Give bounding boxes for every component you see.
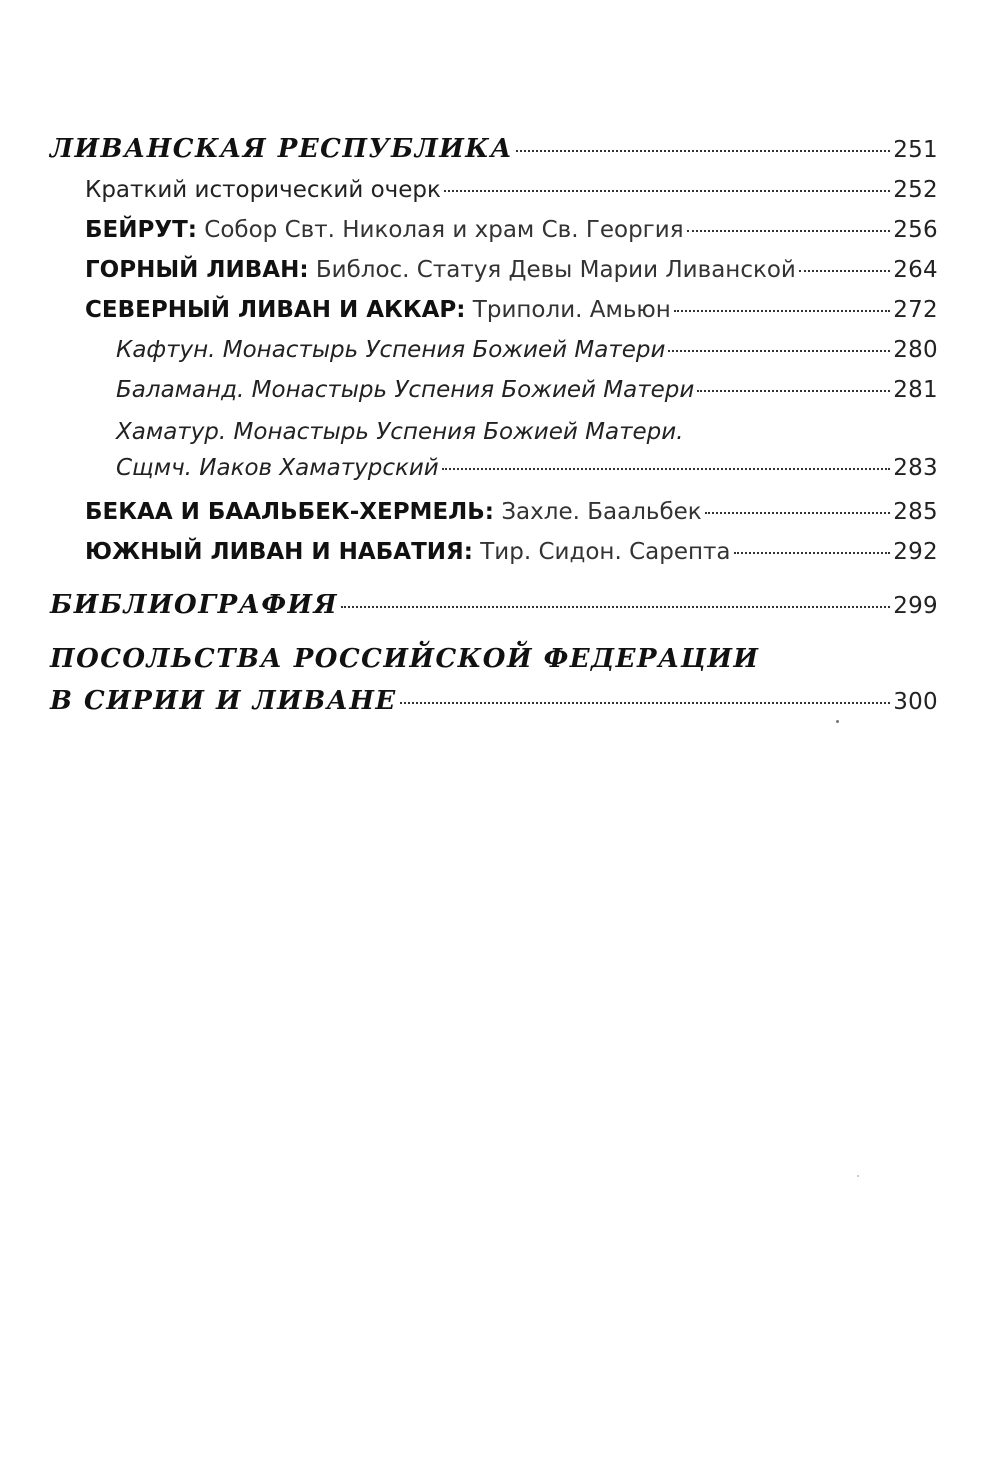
toc-entry-beirut[interactable] <box>50 210 938 250</box>
dot-leader <box>341 606 890 608</box>
toc-entry-title: Кафтун. Монастырь Успения Божией Матери <box>116 337 666 363</box>
toc-page-number: 252 <box>893 177 938 203</box>
toc-entry-mount-lebanon[interactable] <box>50 250 938 290</box>
toc-page-number: 300 <box>893 689 938 715</box>
toc-region-name: СЕВЕРНЫЙ ЛИВАН И АККАР: <box>85 297 466 323</box>
toc-entry-title <box>85 210 684 250</box>
toc-entry-bekaa[interactable] <box>50 492 938 532</box>
toc-entry-title: Баламанд. Монастырь Успения Божией Матери <box>116 377 695 403</box>
toc-page-number: 292 <box>893 539 938 565</box>
toc-section-title: В СИРИИ И ЛИВАНЕ <box>50 686 397 716</box>
toc-entry-balamand[interactable] <box>50 370 938 410</box>
toc-section-title: ЛИВАНСКАЯ РЕСПУБЛИКА <box>50 134 514 164</box>
toc-entry-title <box>85 532 731 572</box>
toc-region-name: ГОРНЫЙ ЛИВАН: <box>85 257 309 283</box>
dot-leader <box>734 552 891 554</box>
toc-entry-title <box>85 492 702 532</box>
toc-section-bibliography[interactable] <box>50 584 938 626</box>
toc-entry-title: Краткий исторический очерк <box>85 177 441 203</box>
toc-entry-subtitle: Собор Свт. Николая и храм Св. Георгия <box>204 217 684 243</box>
toc-section-embassies-line1[interactable]: ПОСОЛЬСТВА РОССИЙСКОЙ ФЕДЕРАЦИИ <box>50 644 760 674</box>
toc-page-number: 251 <box>893 137 938 163</box>
toc-entry-subtitle: Тир. Сидон. Сарепта <box>480 539 731 565</box>
toc-page-number: 264 <box>893 257 938 283</box>
toc-page-number: 299 <box>893 593 938 619</box>
dot-leader <box>444 190 890 192</box>
scan-speck <box>836 720 839 723</box>
toc-region-name: БЕЙРУТ: <box>85 217 197 243</box>
toc-entry-title: Сщмч. Иаков Хаматурский <box>116 455 439 481</box>
scan-speck <box>857 1175 859 1177</box>
dot-leader <box>799 270 890 272</box>
toc-page-number: 280 <box>893 337 938 363</box>
toc-page-number: 283 <box>893 455 938 481</box>
toc-entry-kaftun[interactable] <box>50 330 938 370</box>
toc-page-number: 285 <box>893 499 938 525</box>
toc-entry-title <box>85 290 671 330</box>
dot-leader <box>697 390 890 392</box>
toc-section-title: БИБЛИОГРАФИЯ <box>50 590 339 620</box>
dot-leader <box>442 468 890 470</box>
toc-entry-hamatur[interactable] <box>50 450 938 486</box>
toc-entry-subtitle: Захле. Баальбек <box>501 499 702 525</box>
dot-leader <box>687 230 891 232</box>
dot-leader <box>516 150 890 152</box>
toc-region-name: БЕКАА И БААЛЬБЕК-ХЕРМЕЛЬ: <box>85 499 494 525</box>
toc-entry-south-lebanon[interactable] <box>50 532 938 572</box>
dot-leader <box>674 310 890 312</box>
toc-page-number: 281 <box>893 377 938 403</box>
toc-page-number: 256 <box>893 217 938 243</box>
toc-entry-hamatur-line1[interactable]: Хаматур. Монастырь Успения Божией Матери. <box>116 419 684 445</box>
toc-entry-subtitle: Триполи. Амьюн <box>472 297 671 323</box>
table-of-contents <box>50 128 938 722</box>
dot-leader <box>400 702 890 704</box>
toc-section-embassies[interactable] <box>50 680 938 722</box>
toc-entry-north-lebanon[interactable] <box>50 290 938 330</box>
dot-leader <box>668 350 890 352</box>
dot-leader <box>705 512 891 514</box>
toc-entry-title <box>85 250 796 290</box>
toc-entry-history[interactable] <box>50 170 938 210</box>
toc-section-lebanon[interactable] <box>50 128 938 170</box>
toc-region-name: ЮЖНЫЙ ЛИВАН И НАБАТИЯ: <box>85 539 473 565</box>
toc-entry-subtitle: Библос. Статуя Девы Марии Ливанской <box>315 257 796 283</box>
toc-page-number: 272 <box>893 297 938 323</box>
